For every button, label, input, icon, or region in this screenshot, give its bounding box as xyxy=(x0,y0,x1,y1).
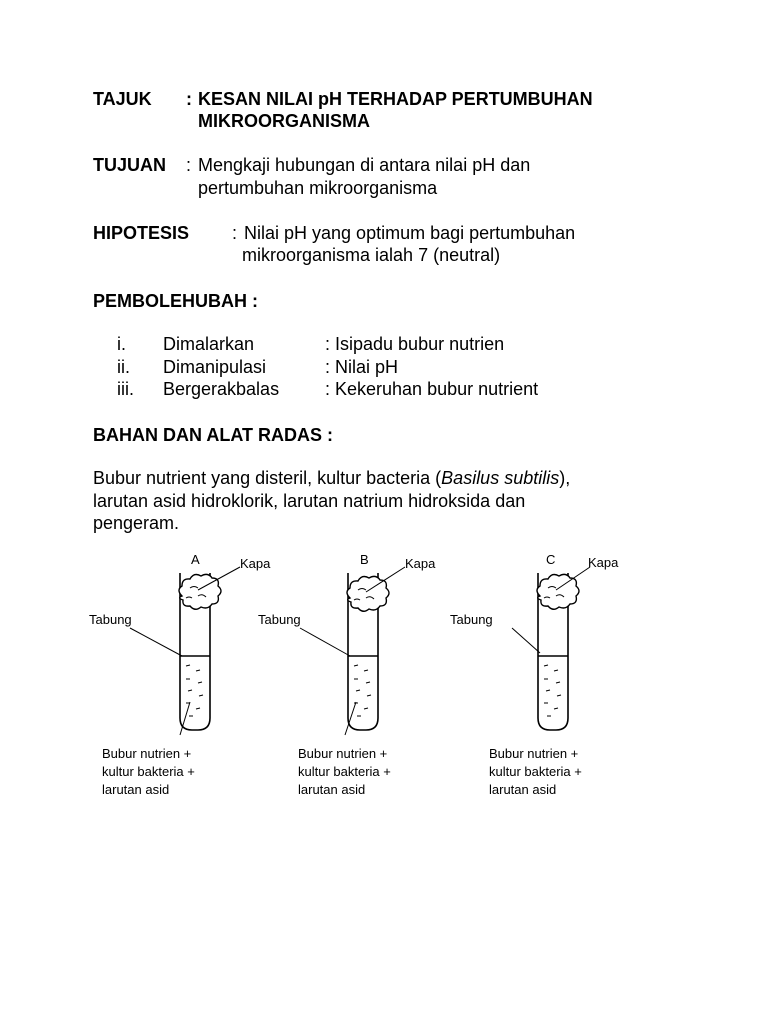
variable-number: ii. xyxy=(117,357,130,377)
tube-a-letter: A xyxy=(191,552,200,567)
objective-label: TUJUAN xyxy=(93,155,167,175)
variable-name: Dimanipulasi xyxy=(163,357,267,377)
tube-c-letter: C xyxy=(546,552,556,567)
variable-number: i. xyxy=(117,334,126,354)
tube-c-tube-label: Tabung xyxy=(450,612,493,627)
variable-value: : Isipadu bubur nutrien xyxy=(325,334,505,354)
variable-name: Bergerakbalas xyxy=(163,379,280,399)
caption-line: Bubur nutrien + xyxy=(489,746,579,761)
hypothesis-line-2: mikroorganisma ialah 7 (neutral) xyxy=(242,245,501,265)
tube-a-tube-label: Tabung xyxy=(89,612,132,627)
species-name: Basilus subtilis xyxy=(441,468,560,488)
tube-b xyxy=(300,567,405,735)
objective-separator: : xyxy=(186,155,192,175)
title-line-1: KESAN NILAI pH TERHADAP PERTUMBUHAN xyxy=(198,89,593,109)
caption-line: Bubur nutrien + xyxy=(102,746,192,761)
variable-value: : Nilai pH xyxy=(325,357,399,377)
caption-line: kultur bakteria + xyxy=(298,764,391,779)
variable-name: Dimalarkan xyxy=(163,334,255,354)
tube-b-caption xyxy=(298,745,391,799)
hypothesis-line-1: Nilai pH yang optimum bagi pertumbuhan xyxy=(244,223,576,243)
title-label: TAJUK xyxy=(93,89,152,109)
tube-pointer-line xyxy=(130,628,182,656)
materials-heading: BAHAN DAN ALAT RADAS : xyxy=(93,425,333,445)
variable-number: iii. xyxy=(117,379,134,399)
caption-line: larutan asid xyxy=(102,782,170,797)
materials-line-3: pengeram. xyxy=(93,513,180,533)
objective-line-2: pertumbuhan mikroorganisma xyxy=(198,178,438,198)
tube-b-tube-label: Tabung xyxy=(258,612,301,627)
variables-heading: PEMBOLEHUBAH : xyxy=(93,291,258,311)
tube-b-letter: B xyxy=(360,552,369,567)
caption-line: Bubur nutrien + xyxy=(298,746,388,761)
materials-line-1-pre: Bubur nutrient yang disteril, kultur bacteria ( xyxy=(93,468,442,488)
caption-line: kultur bakteria + xyxy=(102,764,195,779)
title-line-2: MIKROORGANISMA xyxy=(198,111,370,131)
caption-line: larutan asid xyxy=(298,782,366,797)
tube-c-cap-label: Kapa xyxy=(588,555,619,570)
tube-b-cap-label: Kapa xyxy=(405,556,436,571)
caption-line: larutan asid xyxy=(489,782,557,797)
caption-line: kultur bakteria + xyxy=(489,764,582,779)
variable-value: : Kekeruhan bubur nutrient xyxy=(325,379,539,399)
tube-a-cap-label: Kapa xyxy=(240,556,271,571)
tube-c-caption xyxy=(489,745,582,799)
solution-pointer-line xyxy=(345,702,356,735)
materials-line-1-post: ), xyxy=(559,468,571,488)
tube-a xyxy=(130,567,240,735)
hypothesis-label: HIPOTESIS xyxy=(93,223,190,243)
tube-a-caption xyxy=(102,745,195,799)
tube-c xyxy=(512,567,590,730)
objective-line-1: Mengkaji hubungan di antara nilai pH dan xyxy=(198,155,531,175)
hypothesis-separator: : xyxy=(232,223,238,243)
tube-pointer-line xyxy=(512,628,540,653)
title-separator: : xyxy=(186,89,192,109)
materials-line-2: larutan asid hidrokl﻿orik, larutan natrium hidroksida dan xyxy=(93,491,526,511)
tube-pointer-line xyxy=(300,628,350,656)
